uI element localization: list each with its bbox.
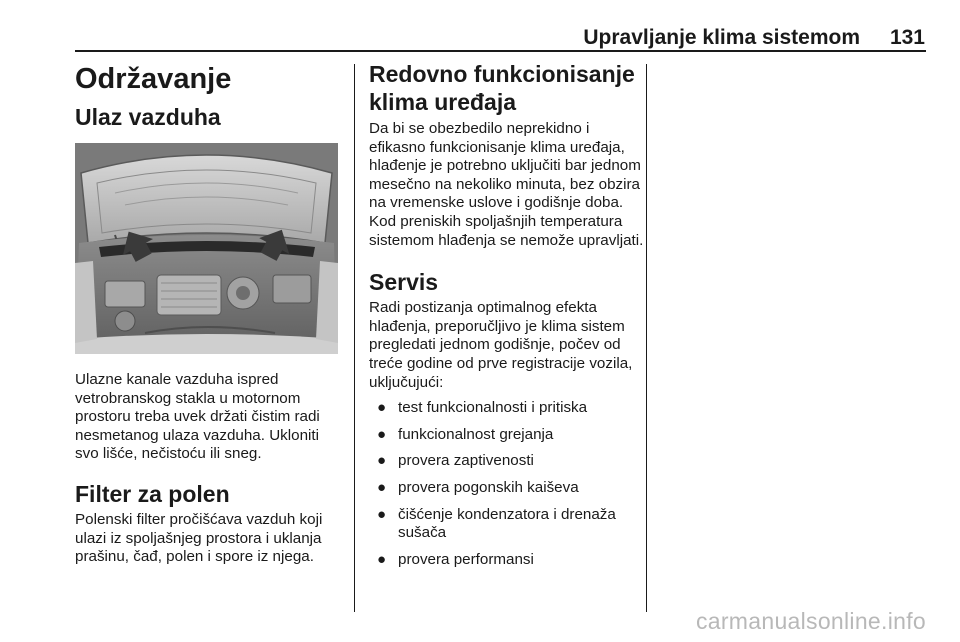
pollen-filter-paragraph: Polenski filter pročišćava vazduh koji ulazi iz spoljašnjeg prostora i uklanja prašinu, čađ, polen i spore iz njega. — [75, 510, 323, 566]
header-title: Upravljanje klima sistemom — [583, 26, 860, 49]
column-divider — [646, 64, 647, 612]
list-item — [369, 399, 644, 418]
list-item-text: funkcionalnost grejanja — [398, 425, 554, 443]
list-item-text: provera pogonskih kaiševa — [398, 478, 579, 496]
page-number: 131 — [889, 26, 925, 49]
left-column — [75, 60, 343, 567]
ac-operation-paragraph: Da bi se obezbedilo neprekidno i efikasno funkcionisanje klima uređaja, hlađenje je potrebno uključiti bar jednom mesečno na nekoliko minuta, bez obzira na vremenske uslove i godišnje doba. Kod preniskih spoljašnjih temperatura sistemom hlađenja se nemože upravljati. — [369, 120, 644, 249]
air-inlet-heading: Ulaz vazduha — [75, 104, 221, 130]
list-item — [369, 551, 644, 570]
list-item — [369, 426, 644, 445]
list-item — [369, 506, 644, 543]
list-item — [369, 479, 644, 498]
air-inlet-paragraph: Ulazne kanale vazduha ispred vetrobranskog stakla u motornom prostoru treba uvek držati čistim radi nesmetanog ulaza vazduha. Ukloniti svo lišće, nečistoću ili sneg. — [75, 371, 320, 463]
engine-bay-air-inlet-illustration-icon — [75, 143, 338, 354]
main-heading: Održavanje — [75, 63, 232, 95]
list-item-text: provera performansi — [398, 550, 534, 568]
pollen-filter-heading: Filter za polen — [75, 480, 230, 507]
list-item-text: čišćenje kondenzatora i drenaža sušača — [398, 505, 616, 542]
list-item-text: test funkcionalnosti i pritiska — [398, 399, 588, 417]
bullet-icon: ● — [377, 550, 387, 568]
engine-bay-illustration — [75, 143, 338, 354]
bullet-icon: ● — [377, 505, 387, 523]
bullet-icon: ● — [377, 478, 387, 496]
column-divider — [354, 64, 355, 612]
list-item — [369, 452, 644, 471]
bullet-icon: ● — [377, 399, 387, 417]
watermark: carmanualsonline.info — [695, 608, 926, 634]
service-checklist — [369, 399, 644, 569]
bullet-icon: ● — [377, 452, 387, 470]
header-rule — [75, 50, 926, 52]
bullet-icon: ● — [377, 425, 387, 443]
middle-column — [369, 60, 644, 577]
service-heading: Servis — [369, 269, 439, 296]
service-paragraph: Radi postizanja optimalnog efekta hlađenja, preporučljivo je klima sistem pregledati jednom godišnje, počev od treće godine od prve registracije vozila, uključujući: — [369, 299, 633, 391]
ac-operation-heading: Redovno funkcionisanje klima uređaja — [369, 61, 635, 115]
list-item-text: provera zaptivenosti — [398, 452, 534, 470]
